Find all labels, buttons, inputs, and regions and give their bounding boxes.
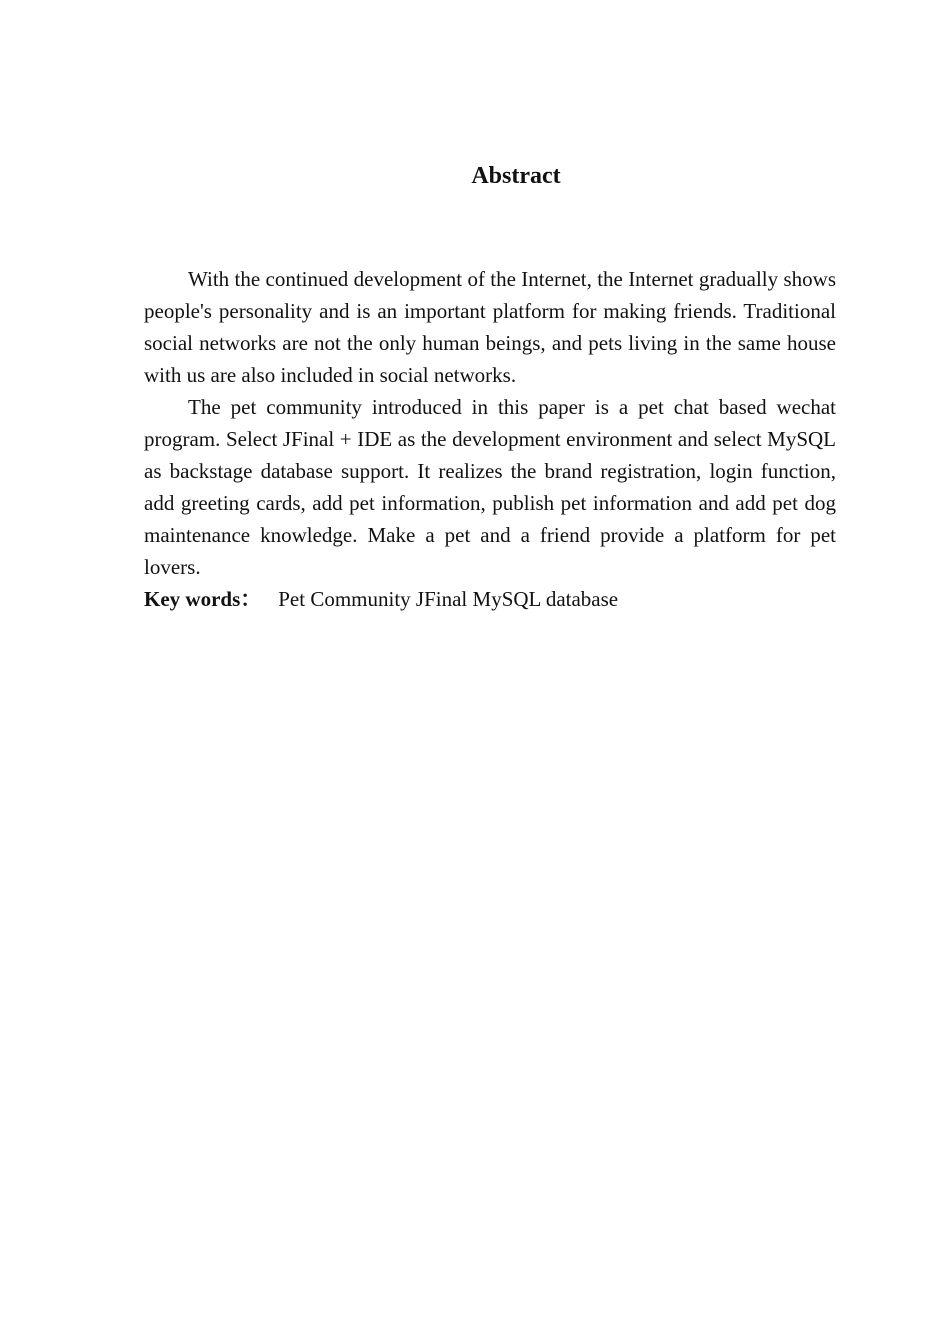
keywords-line xyxy=(144,583,836,615)
abstract-title: Abstract xyxy=(471,163,561,189)
abstract-paragraph-1: With the continued development of the Internet, the Internet gradually shows people's personality and is an important platform for making friends. Traditional social networks are not the only human beings, and pets living in the same house with us are also included in social networks. xyxy=(144,267,836,387)
keywords-value: Pet Community JFinal MySQL database xyxy=(278,587,619,611)
abstract-body xyxy=(144,263,836,615)
keywords-label: Key words： xyxy=(144,587,262,611)
abstract-paragraph-2: The pet community introduced in this paper is a pet chat based wechat program. Select JFinal + IDE as the development environment and select MySQL as backstage database support. It realizes the brand registration, login function, add greeting cards, add pet information, publish pet information and add pet dog maintenance knowledge. Make a pet and a friend provide a platform for pet lovers. xyxy=(144,395,836,579)
